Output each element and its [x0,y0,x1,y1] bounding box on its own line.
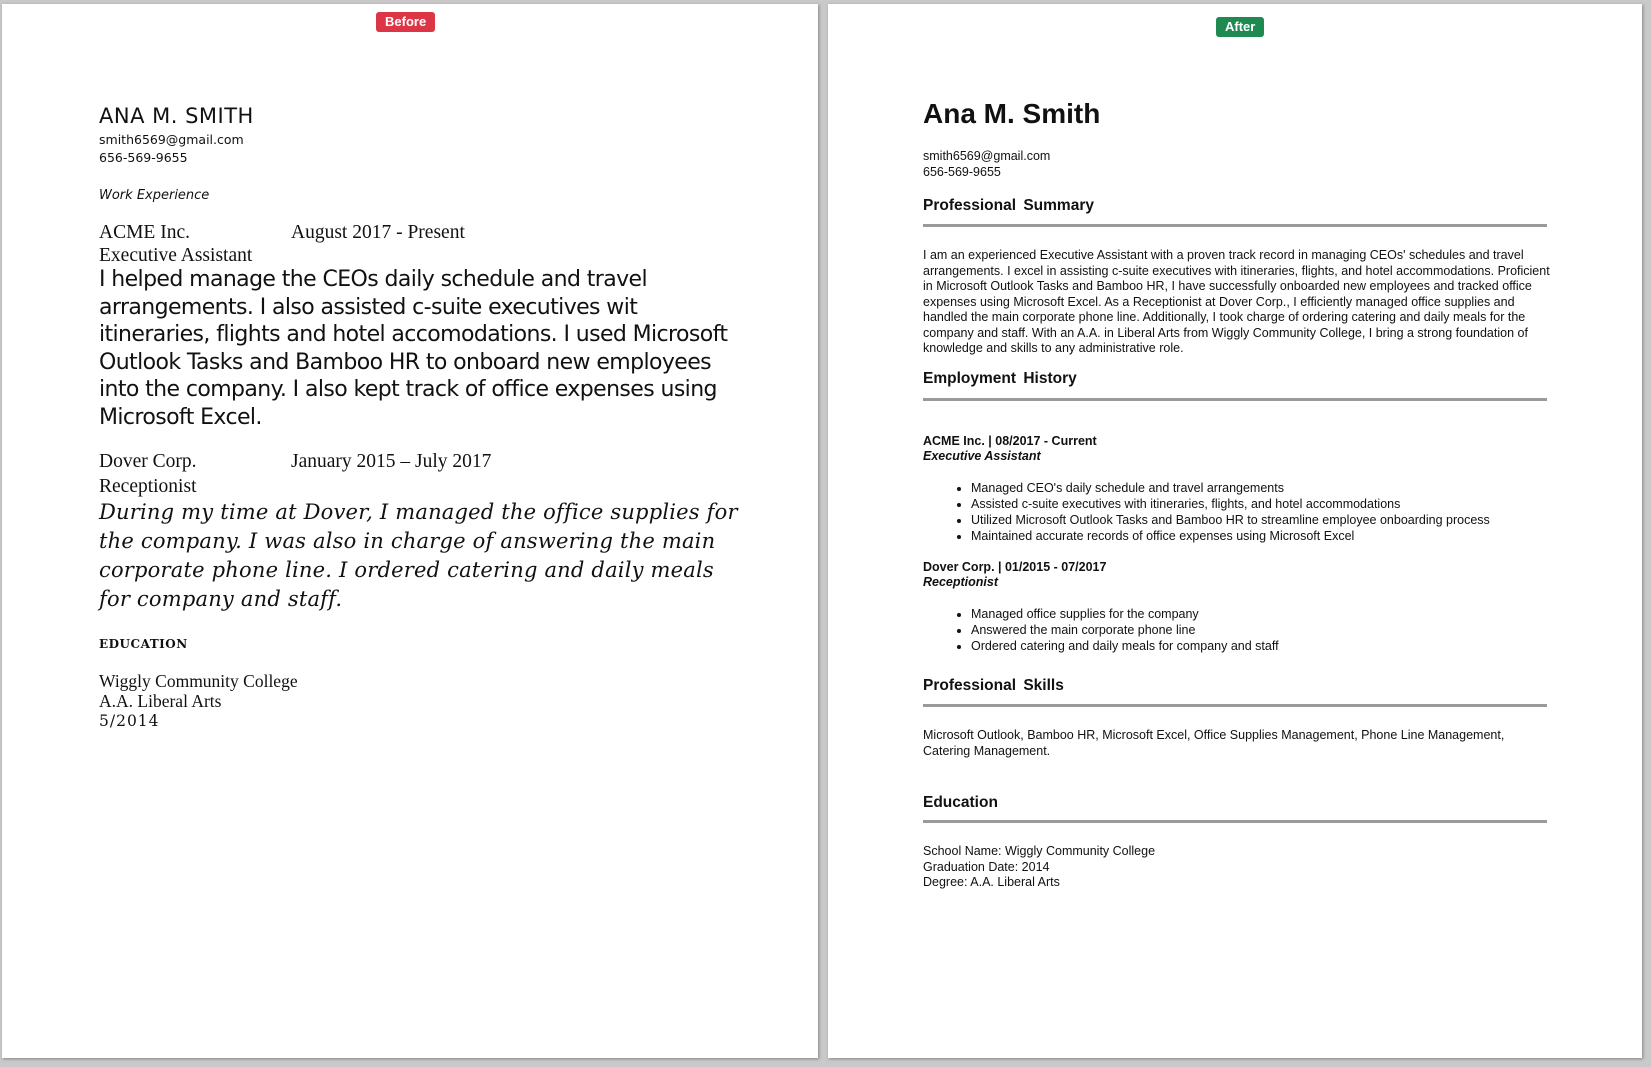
before-email: smith6569@gmail.com [99,132,244,147]
before-job-description: I helped manage the CEOs daily schedule and travel arrangements. I also assisted c-suite executives wit itineraries, flights and hotel accomodations. I used Microsoft Outlook Tasks and Bamboo HR to onboard new employees into the company. I also kept track of office expenses using Microsoft Excel. [99,267,728,430]
before-name: ANA M. SMITH [99,104,254,128]
after-page [828,4,1642,1058]
before-page [2,4,818,1058]
list-item: • Utilized Microsoft Outlook Tasks and Bamboo HR to streamline employee onboarding process [971,512,1490,528]
skills-rule [923,704,1547,707]
before-grad-date: 5/2014 [99,712,160,730]
education-school: School Name: Wiggly Community College [923,844,1156,858]
education-graduation: Graduation Date: 2014 [923,859,1050,874]
education-heading: Education [923,794,998,811]
summary-text: I am an experienced Executive Assistant with a proven track record in managing CEOs' schedules and travel arrangements. I excel in assisting c-suite executives with itineraries, flights, and hotel accommodations. Proficient in Microsoft Outlook Tasks and Bamboo HR, I have successfully onboarded new employees and tracked office expenses using Microsoft Excel. As a Receptionist at Dover Corp., I efficiently managed office supplies and handled the main corporate phone line. Additionally, I took charge of ordering catering and daily meals for the company and staff. With an A.A. in Liberal Arts from Wiggly Community College, I bring a strong foundation of knowledge and skills to any administrative role. [923,248,1550,355]
list-item: • Ordered catering and daily meals for company and staff [971,638,1279,654]
before-job-description: During my time at Dover, I managed the office supplies for the company. I was also in charge of answering the main corporate phone line. I ordered catering and daily meals for company and staff. [99,500,738,611]
employment-heading: Employment History [923,370,1077,387]
before-job-title: Receptionist [99,476,197,497]
before-work-heading: Work Experience [99,188,210,203]
list-item: • Managed CEO's daily schedule and travel arrangements [971,480,1490,496]
list-item: • Maintained accurate records of office expenses using Microsoft Excel [971,528,1490,544]
after-email: smith6569@gmail.com [923,149,1051,163]
list-item: • Answered the main corporate phone line [971,622,1279,638]
before-education-heading: EDUCATION [99,637,188,651]
after-job-bullets [923,606,1279,654]
after-badge: After [1216,17,1264,37]
after-job-bullets [923,480,1490,544]
after-name: Ana M. Smith [923,98,1101,129]
summary-rule [923,224,1547,227]
before-school: Wiggly Community College [99,671,298,691]
list-item: • Managed office supplies for the company [971,606,1279,622]
before-job-dates: January 2015 – July 2017 [291,451,492,472]
after-job-header: Dover Corp. | 01/2015 - 07/2017 [923,560,1107,574]
before-job-company: Dover Corp. [99,451,197,472]
employment-rule [923,398,1547,401]
before-job-company: ACME Inc. [99,222,190,243]
before-job-dates: August 2017 - Present [291,222,465,243]
before-badge: Before [376,12,435,32]
education-degree: Degree: A.A. Liberal Arts [923,875,1060,889]
before-job-title: Executive Assistant [99,245,253,266]
list-item: • Assisted c-suite executives with itineraries, flights, and hotel accommodations [971,496,1490,512]
after-phone: 656-569-9655 [923,165,1001,179]
skills-text: Microsoft Outlook, Bamboo HR, Microsoft Excel, Office Supplies Management, Phone Line Management, Catering Management. [923,728,1505,758]
education-rule [923,820,1547,823]
before-phone: 656-569-9655 [99,150,188,165]
summary-heading: Professional Summary [923,197,1094,214]
skills-heading: Professional Skills [923,677,1064,694]
education-details [923,844,1155,891]
after-job-title: Receptionist [923,575,999,589]
before-degree: A.A. Liberal Arts [99,691,222,711]
after-job-title: Executive Assistant [923,449,1041,463]
after-job-header: ACME Inc. | 08/2017 - Current [923,434,1097,448]
after-contact [923,148,1050,180]
